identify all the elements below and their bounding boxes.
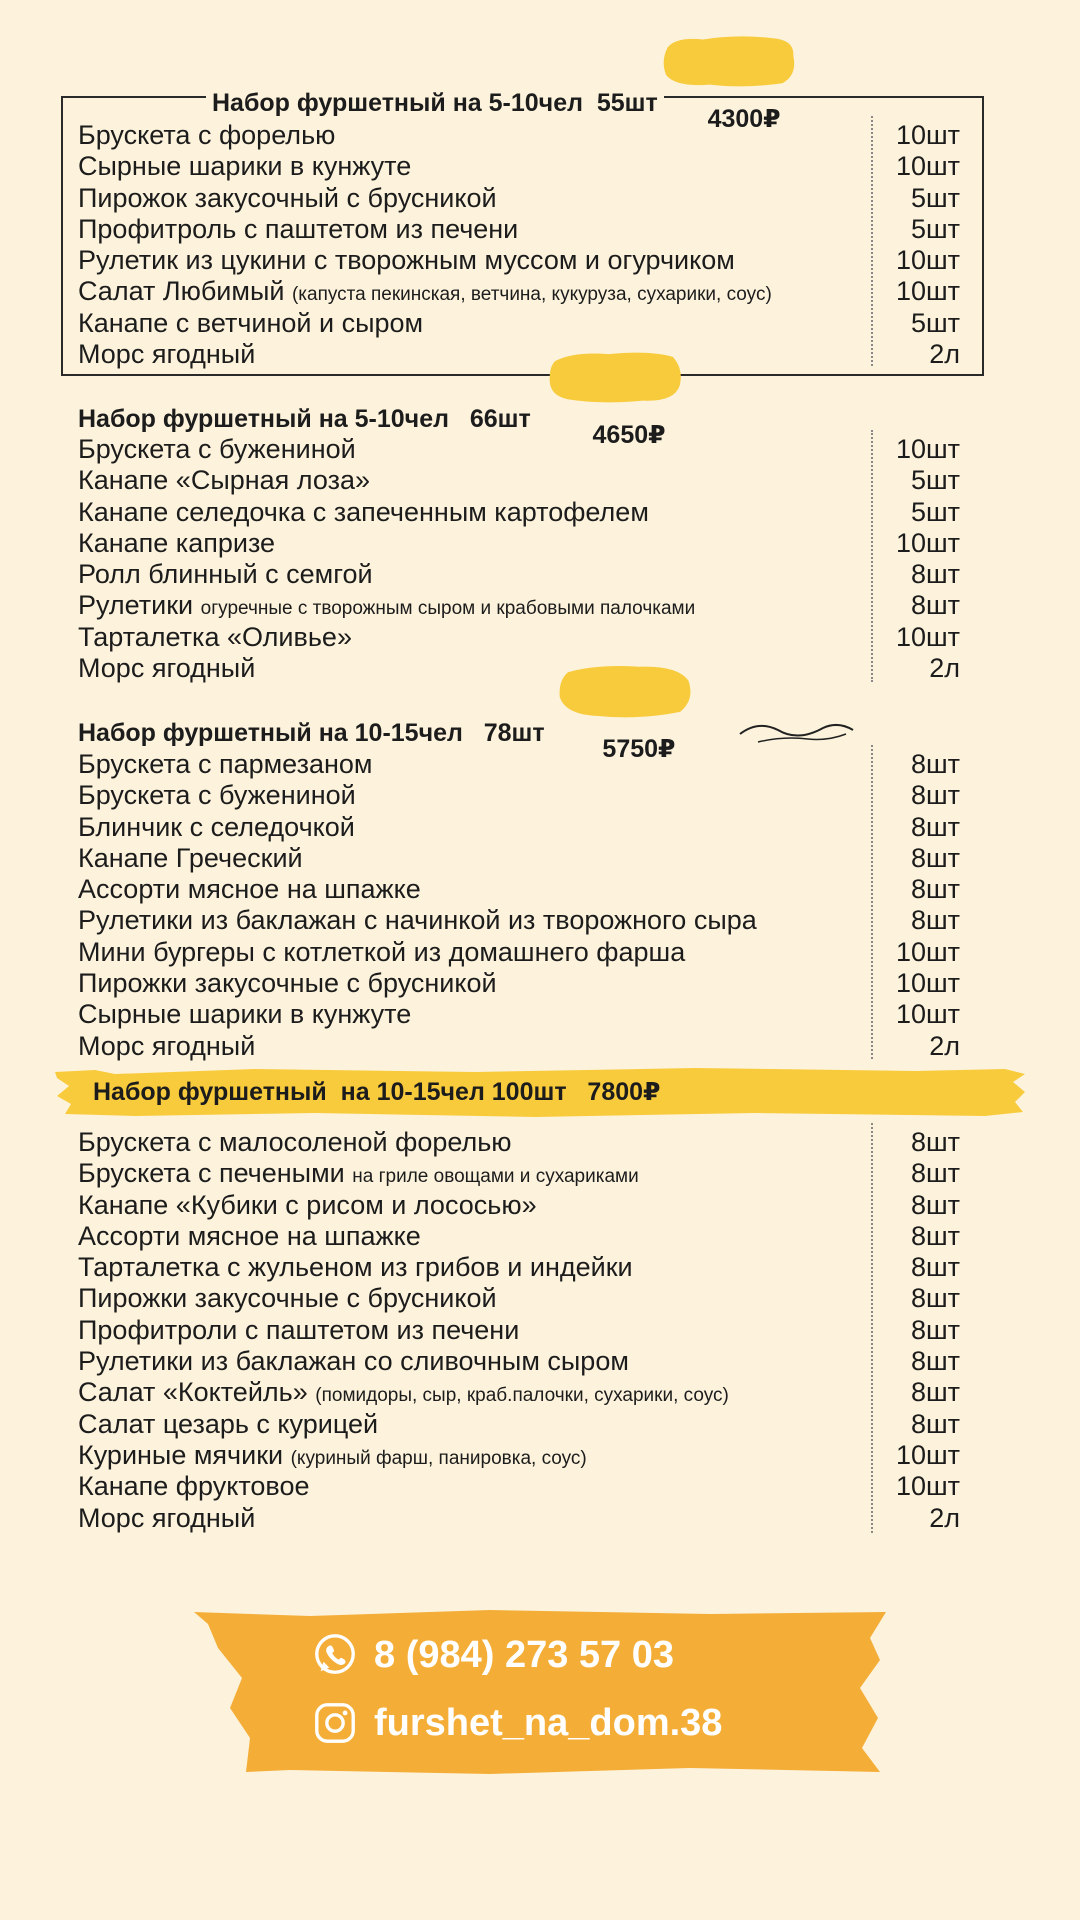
list-item: Куриные мячики (куриный фарш, панировка, соус) 10шт — [78, 1439, 960, 1470]
set-1-items — [0, 120, 1080, 370]
list-item: Канапе фруктовое 10шт — [78, 1471, 960, 1502]
list-item: Брускета с малосоленой форелью 8шт — [78, 1127, 960, 1157]
price-blob-icon — [547, 350, 684, 405]
list-item: Канапе «Кубики с рисом и лососью» 8шт — [78, 1189, 960, 1220]
list-item: Рулетики огуречные с творожным сыром и крабовыми палочками 8шт — [78, 590, 960, 621]
divider — [871, 745, 873, 1059]
set-3-title: Набор фуршетный на 10-15чел 78шт — [72, 719, 551, 748]
divider — [871, 1123, 873, 1533]
list-item: Брускета с бужениной 10шт — [78, 434, 960, 464]
set-4-title-banner — [55, 1066, 1025, 1118]
list-item: Канапе с ветчиной и сыром 5шт — [78, 307, 960, 338]
set-3-items — [0, 749, 1080, 1062]
set-4-items — [0, 1127, 1080, 1534]
list-item: Канапе капризе 10шт — [78, 527, 960, 558]
list-item: Морс ягодный 2л — [78, 339, 960, 370]
list-item: Пирожки закусочные с брусникой 10шт — [78, 968, 960, 999]
set-3-price: 5750₽ — [565, 672, 686, 795]
list-item: Профитроль с паштетом из печени 5шт — [78, 213, 960, 244]
list-item: Салат Любимый (капуста пекинская, ветчина, кукуруза, сухарики, соус) 10шт — [78, 276, 960, 307]
list-item: Брускета с печеными на гриле овощами и сухариками 8шт — [78, 1158, 960, 1189]
list-item: Салат цезарь с курицей 8шт — [78, 1408, 960, 1439]
list-item: Брускета с бужениной 8шт — [78, 780, 960, 811]
list-item: Канапе «Сырная лоза» 5шт — [78, 465, 960, 496]
instagram-line[interactable] — [312, 1700, 722, 1746]
list-item: Сырные шарики в кунжуте 10шт — [78, 999, 960, 1030]
list-item: Профитроли с паштетом из печени 8шт — [78, 1314, 960, 1345]
list-item: Пирожок закусочный с брусникой 5шт — [78, 182, 960, 213]
instagram-icon — [312, 1700, 358, 1746]
list-item: Ассорти мясное на шпажке 8шт — [78, 1220, 960, 1251]
list-item: Ролл блинный с семгой 8шт — [78, 559, 960, 590]
set-1-title-row — [206, 86, 791, 133]
instagram-handle: furshet_na_dom.38 — [374, 1701, 723, 1744]
set-2-title-row — [72, 402, 676, 449]
whatsapp-icon — [312, 1632, 358, 1678]
list-item: Морс ягодный 2л — [78, 653, 960, 684]
set-2-title: Набор фуршетный на 5-10чел 66шт — [72, 405, 537, 434]
set-1-price: 4300₽ — [670, 42, 791, 165]
contact-banner — [190, 1608, 890, 1776]
list-item: Рулетики из баклажан со сливочным сыром 8шт — [78, 1346, 960, 1377]
list-item: Тарталетка «Оливье» 10шт — [78, 621, 960, 652]
list-item: Пирожки закусочные с брусникой 8шт — [78, 1283, 960, 1314]
list-item: Морс ягодный 2л — [78, 1502, 960, 1533]
set-3-title-row — [72, 716, 685, 763]
set-4-title: Набор фуршетный на 10-15чел 100шт 7800₽ — [93, 1078, 661, 1106]
divider — [871, 430, 873, 682]
price-blob-icon — [557, 664, 694, 719]
list-item: Тарталетка с жульеном из грибов и индейки 8шт — [78, 1252, 960, 1283]
list-item: Рулетики из баклажан с начинкой из творожного сыра 8шт — [78, 905, 960, 936]
list-item: Сырные шарики в кунжуте 10шт — [78, 151, 960, 182]
list-item: Канапе селедочка с запеченным картофелем 5шт — [78, 496, 960, 527]
set-2-items — [0, 434, 1080, 684]
list-item: Блинчик с селедочкой 8шт — [78, 811, 960, 842]
phone-line[interactable] — [312, 1632, 674, 1678]
squiggle-decoration-icon — [738, 712, 856, 750]
list-item: Брускета с форелью 10шт — [78, 120, 960, 150]
phone-number: 8 (984) 273 57 03 — [374, 1633, 675, 1676]
list-item: Брускета с пармезаном 8шт — [78, 749, 960, 779]
list-item: Рулетик из цукини с творожным муссом и огурчиком 10шт — [78, 245, 960, 276]
divider — [871, 116, 873, 366]
list-item: Морс ягодный 2л — [78, 1030, 960, 1061]
list-item: Ассорти мясное на шпажке 8шт — [78, 874, 960, 905]
set-2-price: 4650₽ — [555, 358, 676, 481]
list-item: Салат «Коктейль» (помидоры, сыр, краб.палочки, сухарики, соус) 8шт — [78, 1377, 960, 1408]
price-blob-icon — [662, 34, 799, 89]
list-item: Мини бургеры с котлеткой из домашнего фарша 10шт — [78, 936, 960, 967]
set-1-title: Набор фуршетный на 5-10чел 55шт — [206, 89, 664, 118]
list-item: Канапе Греческий 8шт — [78, 842, 960, 873]
